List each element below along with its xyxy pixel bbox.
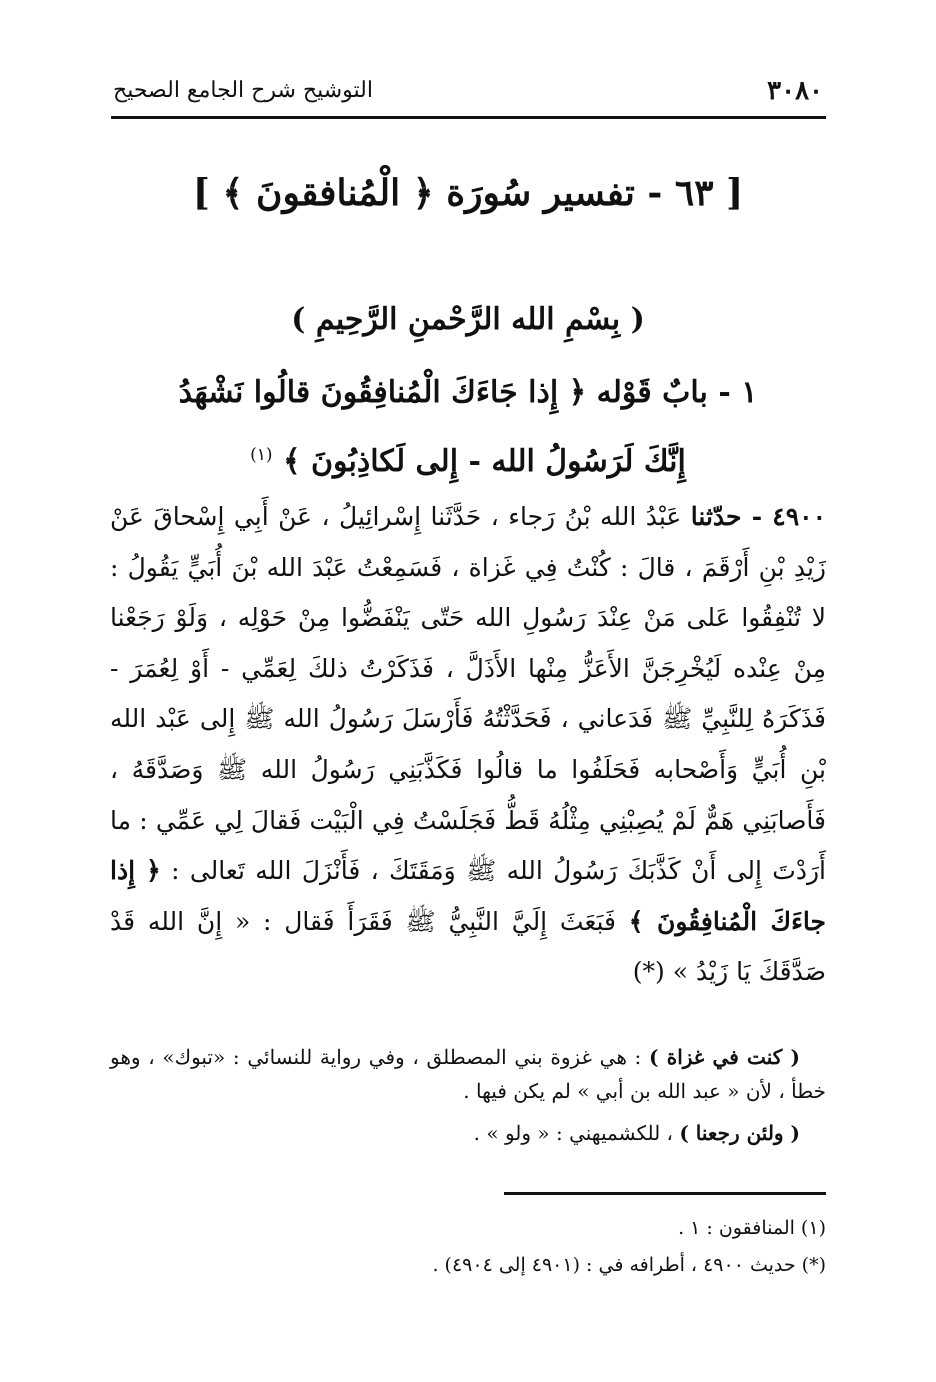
bab-heading — [110, 362, 826, 493]
hadith-body-part-1: عَبْدُ الله بْنُ رَجاء ، حَدَّثَنا إِسْرائِيلُ ، عَنْ أَبِي إِسْحاقَ عَنْ زَيْدِ بْنِ أَرْقَمَ ، قالَ : كُنْتُ فِي غَزاة ، فَسَمِعْتُ عَبْدَ الله بْنَ أُبَيٍّ يَقُولُ : لا تُنْفِقُوا عَلى مَنْ عِنْدَ رَسُولِ الله حَتّى يَنْفَضُّوا مِنْ حَوْلِه ، وَلَوْ رَجَعْنا مِنْ عِنْده لَيُخْرِجَنَّ الأَعَزُّ مِنْها الأَذَلَّ ، فَذَكَرْتُ ذلكَ لِعَمِّي - أَوْ لِعُمَرَ - فَذَكَرَهُ لِلنَّبِيِّ ﷺ فَدَعاني ، فَحَدَّثْتُهُ فَأَرْسَلَ رَسُولُ الله ﷺ إِلى عَبْد الله بْنِ أُبَيٍّ وَأَصْحابه فَحَلَفُوا ما قالُوا فَكَذَّبَنِي رَسُولُ الله ﷺ وَصَدَّقَهُ ، فَأَصابَنِي هَمٌّ لَمْ يُصِبْنِي مِثْلُهُ قَطُّ فَجَلَسْتُ فِي الْبَيْت فَقالَ لِي عَمِّي : ما أَرَدْتَ إِلى أَنْ كَذَّبَكَ رَسُولُ الله ﷺ وَمَقَتَكَ ، فَأَنْزَلَ الله تَعالى : — [110, 502, 826, 886]
commentary-term: ( ولئن رجعنا ) — [679, 1121, 800, 1145]
footnote-item: (*) حديث ٤٩٠٠ ، أطرافه في : (٤٩٠١ إلى ٤٩٠٤) . — [432, 1254, 826, 1276]
basmala: ( بِسْمِ الله الرَّحْمنِ الرَّحِيمِ ) — [291, 302, 645, 337]
footnote-reference: (١) — [250, 445, 273, 465]
header-divider — [111, 116, 826, 119]
commentary-text: ، للكشميهني : « ولو » . — [473, 1121, 680, 1145]
bab-heading-line-2 — [110, 424, 826, 493]
commentary — [110, 1040, 826, 1158]
hadith-number: ٤٩٠٠ - حدّثنا — [690, 502, 826, 531]
chapter-title: [ ٦٣ - تفسير سُورَة ﴿ الْمُنافقونَ ﴾ ] — [192, 172, 744, 214]
commentary-term: ( كنت في غزاة ) — [648, 1045, 800, 1069]
running-header — [113, 62, 823, 110]
commentary-text: : هي غزوة بني المصطلق ، وفي رواية للنسائي : «تبوك» ، وهو خطأ ، لأن « عبد الله بن أبي » لم يكن فيها . — [110, 1045, 826, 1103]
hadith-text — [110, 492, 826, 998]
footnote-divider — [504, 1192, 826, 1195]
commentary-paragraph — [110, 1116, 826, 1150]
commentary-paragraph — [110, 1040, 826, 1108]
bab-heading-line-2-text: إِنَّكَ لَرَسُولُ الله - إِلى لَكاذِبُونَ ﴾ — [283, 444, 686, 479]
page-number: ٣٠٨٠ — [767, 76, 823, 106]
hadith-body-part-2: فَبَعَثَ إِلَيَّ النَّبِيُّ ﷺ فَقَرَأَ فَقال : « إِنَّ الله قَدْ صَدَّقَكَ يَا زَيْدُ » (*) — [110, 906, 826, 987]
bab-heading-line-1: ١ - بابٌ قَوْله ﴿ إِذا جَاءَكَ الْمُنافِقُونَ قالُوا نَشْهَدُ — [178, 375, 758, 410]
quran-quote: ﴿ إِذا جاءَكَ الْمُنافِقُونَ ﴾ — [110, 856, 826, 936]
footnote-item: (١) المنافقون : ١ . — [678, 1217, 826, 1239]
book-title: التوشيح شرح الجامع الصحيح — [113, 78, 373, 103]
footnotes — [110, 1210, 826, 1284]
